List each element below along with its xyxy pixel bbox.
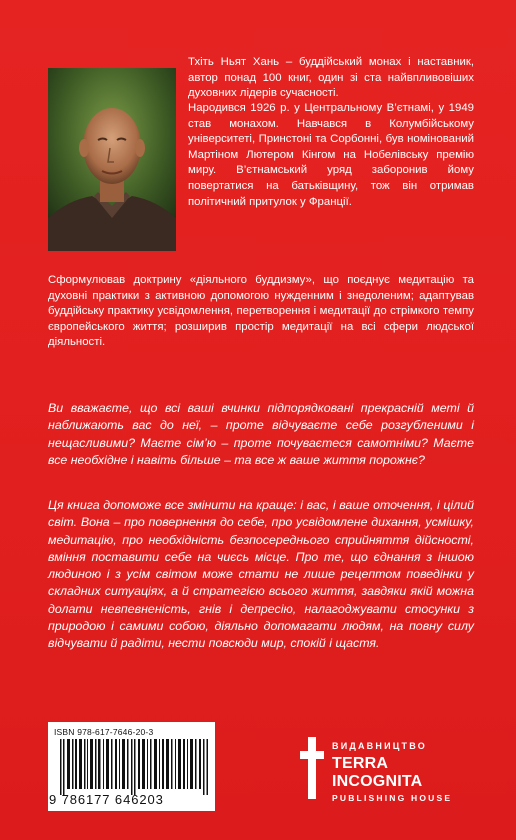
blurb-questions: Ви вважаєте, що всі ваші вчинки підпорядковані прекрасній меті й наближають вас до неї, – проте відчуваєте себе розгубленими і нещасливими? Маєте сім’ю – проте почуваєтеся самотніми? Маєте все необхідне і навіть більше – та все ж ваше життя порожнє?: [48, 401, 474, 467]
barcode: [48, 722, 215, 811]
barcode-digits: 9 786177 646203: [49, 792, 164, 807]
bio-paragraph-3: Сформулював доктрину «діяльного буддизму», що поєднує медитацію та духовні практики з активною допомогою нужденним і знедоленим; адаптував буддійську практику усвідомлення, перетворення і медитації до стрімкого темпу європейського життя; розширив простір медитації на всі сфери людської діяльності.: [48, 274, 474, 349]
author-photo: [48, 68, 176, 251]
publisher-name: TERRA INCOGNITA: [332, 755, 423, 790]
author-portrait-image: [48, 68, 176, 251]
publisher-label: ВИДАВНИЦТВО: [332, 741, 427, 751]
bio-paragraph-1: Тхіть Ньят Хань – буддійський монах і наставник, автор понад 100 книг, один зі ста найвпливовіших духовних лідерів сучасності.: [188, 56, 474, 100]
isbn-text: ISBN 978-617-7646-20-3: [54, 727, 154, 737]
barcode-bars: [60, 739, 210, 795]
bio-paragraph-2: Народився 1926 р. у Центральному В’єтнамі, у 1949 став монахом. Навчався в Колумбійському університеті, Принстоні та Сорбонні, був номінований Мартіном Лютером Кінгом на Нобелівську премію миру. В’єтнамський уряд заборонив йому повертатися на батьківщину, тож він отримав політичний притулок у Франції.: [188, 102, 474, 208]
publisher-logo: [300, 737, 470, 807]
cross-icon: [300, 737, 324, 799]
blurb-description: Ця книга допоможе все змінити на краще: і вас, і ваше оточення, і цілий світ. Вона – про повернення до себе, про усвідомлене дихання, усмішку, медитацію, про необхідність безпосереднього сприйняття дійсності, вміння поставити себе на чиєсь місце. Про те, що єднання з іншою людиною і з усім світом може стати не лише рецептом поведінки у складних ситуаціях, а й стратегією всього життя, завдяки якій можна долати невпевненість, гнів і депресію, налагоджувати стосунки з природою і самими собою, діяльно допомагати людям, на повну силу відчувати й радіти, нести повсюди мир, спокій і щастя.: [48, 498, 474, 651]
publisher-subtitle: PUBLISHING HOUSE: [332, 793, 453, 803]
